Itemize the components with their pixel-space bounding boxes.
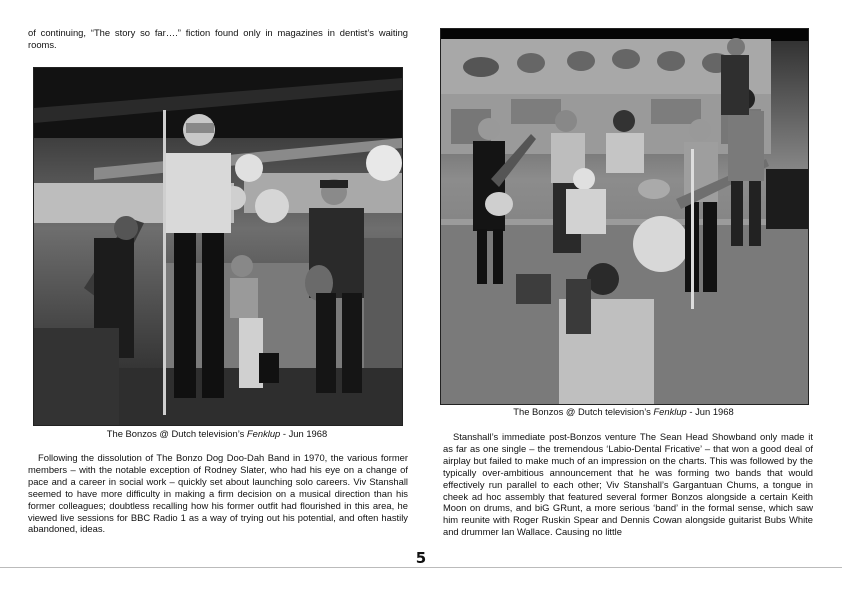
stage-photo-image <box>34 68 402 425</box>
band-tv-studio-photo-right <box>440 28 809 405</box>
continued-text: of continuing, “The story so far….” fiction found only in magazines in dentist’s waiting rooms. <box>28 27 408 50</box>
photo-caption-left <box>33 428 401 440</box>
band-stage-photo-left <box>33 67 403 426</box>
photo-caption-right <box>440 406 807 418</box>
caption-left-suffix: - Jun 1968 <box>280 428 328 439</box>
studio-photo-image <box>441 29 808 404</box>
caption-right-show: Fenklup <box>653 406 687 417</box>
caption-right-prefix: The Bonzos @ Dutch television’s <box>513 406 654 417</box>
page-number: 5 <box>415 549 427 567</box>
body-paragraph-left: Following the dissolution of The Bonzo Dog Doo-Dah Band in 1970, the various former members – with the notable exception of Rodney Slater, who had his eye on a change of pace and a career in social work – quickly set about launching solo careers. Viv Stanshall seemed to have more difficulty in making a firm decision on a musical direction than his former colleagues; doubtless recalling how his former outfit had flourished in this area, he viewed live sessions for BBC Radio 1 as a way of trying out his potential, and often hastily abandoned, ideas. <box>28 452 408 535</box>
body-paragraph-right: Stanshall’s immediate post-Bonzos venture The Sean Head Showband only made it as far as one single – the tremendous ‘Labio-Dental Fricative’ – that won a good deal of airplay but failed to make much of an impression on the charts. This was followed by the typically over-ambitious announcement that he was forming two bands that would effectively run parallel to each other; Viv Stanshall’s Gargantuan Chums, a tongue in cheek ad hoc assembly that featured several former Bonzos alongside a certain Keith Moon on drums, and biG GRunt, a more serious ‘band’ in the formal sense, which saw him reunite with Roger Ruskin Spear and Dennis Cowan alongside guitarist Bubs White and drummer Ian Wallace. Causing no little <box>443 431 813 538</box>
footer-divider <box>0 567 842 568</box>
caption-left-prefix: The Bonzos @ Dutch television’s <box>106 428 247 439</box>
caption-right-suffix: - Jun 1968 <box>686 406 734 417</box>
caption-left-show: Fenklup <box>246 428 281 439</box>
